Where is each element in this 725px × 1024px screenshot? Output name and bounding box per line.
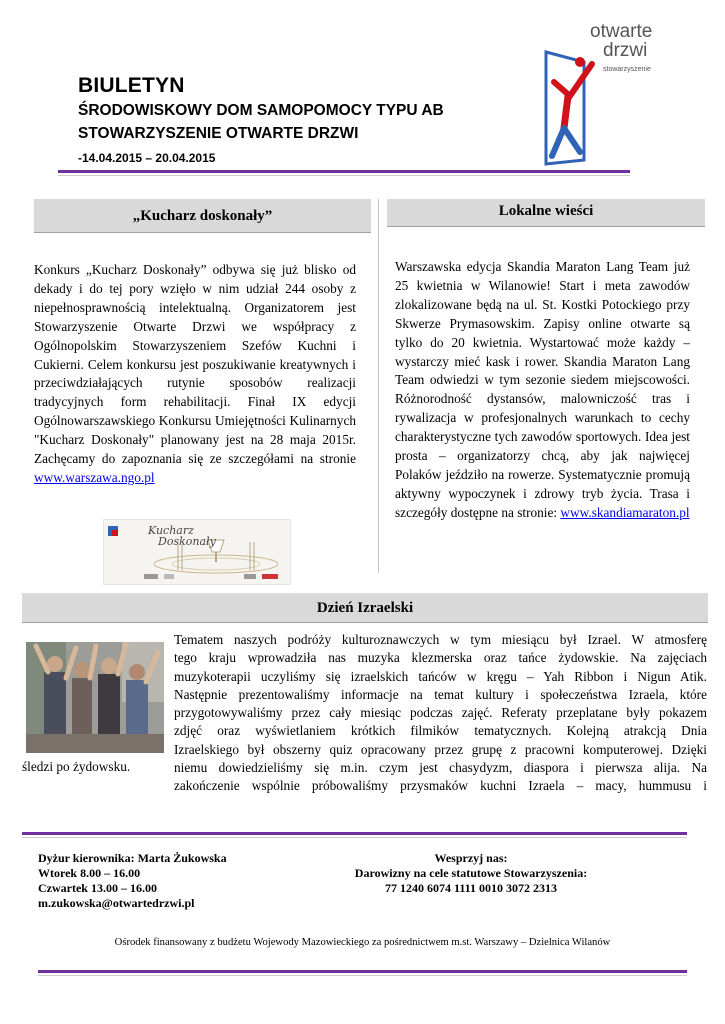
kucharz-poster-image: [103, 519, 291, 585]
bulletin-title: BIULETYN: [78, 74, 185, 97]
izrael-line-5: przygotowywaliśmy przez cały miesiąc podczas zajęć. Referaty przeplatane były pokazem: [174, 705, 707, 721]
izrael-line-9: zakończenie wspólnie próbowaliśmy przysmaków kuchni Izraela – macy, hummusu i: [174, 778, 707, 794]
izrael-line-4: Następnie prezentowaliśmy informacje na temat kultury i społeczeństwa Izraela, które: [174, 686, 707, 702]
header-line-2: STOWARZYSZENIE OTWARTE DRZWI: [78, 125, 359, 142]
footer-divider-top: [22, 832, 687, 835]
kucharz-body: [34, 261, 356, 488]
izrael-line-7: Izraelskiego był obszerny quiz opracowany przez grupę z pracowni komputerowej. Dzięki: [174, 741, 707, 757]
footer-divider-bottom-shadow: [38, 975, 687, 976]
door-figure-icon: [540, 48, 602, 166]
header-line-1: ŚRODOWISKOWY DOM SAMOPOMOCY TYPU AB: [78, 102, 444, 119]
izrael-line-2: tego kraju wprowadziła nas muzyka klezmerska oraz tańce żydowskie. Na zajęciach: [174, 650, 707, 666]
footer-divider-top-shadow: [22, 837, 687, 838]
bank-account: 77 1240 6074 1111 0010 3072 2313: [384, 881, 557, 895]
funding-note: Ośrodek finansowany z budżetu Wojewody Mazowieckiego za pośrednictwem m.st. Warszawy – Dzielnica Wilanów: [114, 937, 611, 948]
logo-word-otwarte: otwarte: [590, 21, 653, 42]
header-dates: -14.04.2015 – 20.04.2015: [78, 151, 216, 165]
header-divider-shadow: [58, 175, 630, 176]
kucharz-text: Konkurs „Kucharz Doskonały” odbywa się już blisko od dekady i do tej pory wzięło w nim udział 244 osoby z niepełnosprawnością intelektualną. Organizatorem jest Stowarzyszenie Otwarte Drzwi we współpracy z Ogólnopolskim Stowarzyszeniem Szefów Kuchni i Cukierni. Celem konkursu jest poszukiwanie kreatywnych i przeciwdziałających rutynie sposobów realizacji tradycyjnych form rehabilitacji. Finał IX edycji Ogólnowarszawskiego Konkursu Umiejętności Kulinarnych "Kucharz Doskonały" planowany jest na 28 maja 2015r. Zachęcamy do zapoznania się ze szczegółami na stronie: [34, 262, 356, 467]
lokalne-text: Warszawska edycja Skandia Maraton Lang Team już 25 kwietnia w Wilanowie! Start i meta zawodów zlokalizowane będą na ul. St. Kostki Potockiego przy Skwerze Prymasowskim. Zapisy online otwarte są tylko do 20 kwietnia. Wystartować może każdy – wystarczy mieć kask i rower. Skandia Maraton Lang Team odwiedzi w tym sezonie siedem miejscowości. Różnorodność dystansów, malowniczość tras i rywalizacja w profesjonalnych warunkach to cechy charakterystyczne tych zawodów sportowych. Idea jest prosta – organizatorzy chcą, aby jak najwięcej Polaków jeździło na rowerze. Systematycznie promują aktywny wypoczynek i zdrowy tryb życia. Trasa i szczegóły dostępne na stronie:: [395, 259, 690, 520]
footer-left: [38, 851, 227, 911]
thursday-hours: Czwartek 13.00 – 16.00: [38, 881, 157, 895]
poster-title-1: Kucharz: [148, 524, 194, 537]
poster-graphic: [104, 520, 290, 584]
manager-email: m.zukowska@otwartedrzwi.pl: [38, 896, 195, 910]
izrael-body: [174, 631, 707, 796]
izrael-line-6: zdjęć oraz wyświetlaniem krótkich filmików tematycznych. Kolejną atrakcją Dnia: [174, 723, 707, 739]
izrael-heading: Dzień Izraelski: [22, 593, 708, 623]
logo-word-drzwi: drzwi: [603, 40, 648, 61]
lokalne-heading: Lokalne wieści: [387, 199, 705, 227]
dancing-people-graphic: [26, 642, 164, 753]
izrael-last-line: śledzi po żydowsku.: [22, 759, 131, 774]
footer-divider-bottom: [38, 970, 687, 973]
otwarte-drzwi-logo: [540, 21, 653, 172]
logo-word-stowarzyszenie: stowarzyszenie: [603, 66, 651, 73]
support-title: Wesprzyj nas:: [434, 851, 508, 865]
izrael-photo: [26, 642, 164, 753]
lokalne-body: [395, 258, 690, 523]
kucharz-heading: „Kucharz doskonały”: [34, 199, 371, 233]
izrael-line-8: niemu dowiedzieliśmy się m.in. czym jest chasydyzm, diaspora i pierwsza alija. Na: [174, 760, 707, 776]
manager-duty: Dyżur kierownika: Marta Żukowska: [38, 851, 227, 865]
tuesday-hours: Wtorek 8.00 – 16.00: [38, 866, 141, 880]
column-divider: [378, 199, 379, 573]
poster-title-2: Doskonały: [158, 535, 216, 548]
footer-right: [316, 851, 626, 896]
kucharz-link[interactable]: www.warszawa.ngo.pl: [34, 469, 155, 485]
lokalne-link[interactable]: www.skandiamaraton.pl: [560, 504, 690, 520]
donation-text: Darowizny na cele statutowe Stowarzyszenia:: [354, 866, 588, 880]
izrael-line-3: muzykoterapii uczyliśmy się izraelskich tańców w kręgu – Yah Ribbon i Nigun Atik.: [174, 668, 707, 684]
izrael-line-1: Tematem naszych podróży kulturoznawczych w tym miesiącu był Izrael. W atmosferę: [174, 632, 707, 647]
